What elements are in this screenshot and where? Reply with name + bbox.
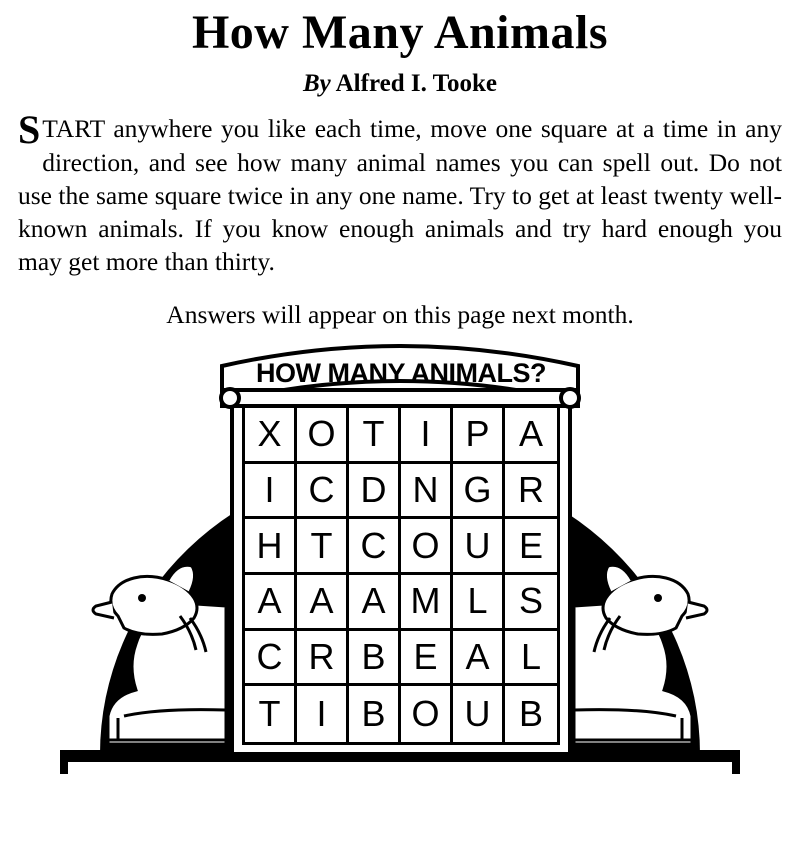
grid-cell-r5-c5[interactable]: A <box>453 631 505 687</box>
grid-cell-r3-c6[interactable]: E <box>505 519 557 575</box>
grid-cell-r4-c2[interactable]: A <box>297 575 349 631</box>
grid-cell-r4-c3[interactable]: A <box>349 575 401 631</box>
puzzle-page <box>0 8 800 861</box>
grid-cell-r2-c3[interactable]: D <box>349 464 401 520</box>
grid-cell-r1-c1[interactable]: X <box>245 408 297 464</box>
byline <box>0 70 800 98</box>
grid-cell-r4-c1[interactable]: A <box>245 575 297 631</box>
grid-cell-r1-c3[interactable]: T <box>349 408 401 464</box>
grid-cell-r5-c1[interactable]: C <box>245 631 297 687</box>
grid-cell-r3-c3[interactable]: C <box>349 519 401 575</box>
grid-cell-r2-c1[interactable]: I <box>245 464 297 520</box>
grid-cell-r2-c2[interactable]: C <box>297 464 349 520</box>
grid-cell-r6-c3[interactable]: B <box>349 686 401 742</box>
grid-cell-r1-c6[interactable]: A <box>505 408 557 464</box>
grid-cell-r6-c1[interactable]: T <box>245 686 297 742</box>
grid-cell-r6-c5[interactable]: U <box>453 686 505 742</box>
grid-cell-r4-c6[interactable]: S <box>505 575 557 631</box>
grid-cell-r4-c5[interactable]: L <box>453 575 505 631</box>
grid-cell-r1-c4[interactable]: I <box>401 408 453 464</box>
grid-cell-r6-c4[interactable]: O <box>401 686 453 742</box>
grid-cell-r2-c4[interactable]: N <box>401 464 453 520</box>
grid-cell-r5-c4[interactable]: E <box>401 631 453 687</box>
instructions-paragraph <box>18 107 782 278</box>
grid-cell-r6-c2[interactable]: I <box>297 686 349 742</box>
grid-cell-r2-c6[interactable]: R <box>505 464 557 520</box>
grid-cell-r3-c4[interactable]: O <box>401 519 453 575</box>
grid-cell-r5-c2[interactable]: R <box>297 631 349 687</box>
grid-cell-r3-c5[interactable]: U <box>453 519 505 575</box>
answers-note: Answers will appear on this page next month. <box>166 300 634 330</box>
grid-cell-r5-c3[interactable]: B <box>349 631 401 687</box>
grid-cell-r2-c5[interactable]: G <box>453 464 505 520</box>
grid-cell-r6-c6[interactable]: B <box>505 686 557 742</box>
byline-author: Alfred I. Tooke <box>335 70 498 98</box>
grid-cell-r1-c5[interactable]: P <box>453 408 505 464</box>
grid-cell-r4-c4[interactable]: M <box>401 575 453 631</box>
letter-grid <box>242 405 560 745</box>
banner-label: HOW MANY ANIMALS? <box>256 358 546 389</box>
puzzle-illustration <box>0 344 800 774</box>
grid-cell-r5-c6[interactable]: L <box>505 631 557 687</box>
grid-cell-r3-c1[interactable]: H <box>245 519 297 575</box>
drop-cap: S <box>18 107 41 153</box>
grid-cell-r3-c2[interactable]: T <box>297 519 349 575</box>
instructions-text: TART anywhere you like each time, move one square at a time in any direction, and see how many animal names you can spell out. Do not use the same square twice in any one name. Try to get at least twenty well-known animals. If you know enough animals and try hard enough you may get more than thirty. <box>18 114 782 276</box>
grid-cell-r1-c2[interactable]: O <box>297 408 349 464</box>
page-title: How Many Animals <box>191 6 609 59</box>
byline-prefix: By <box>302 70 331 98</box>
